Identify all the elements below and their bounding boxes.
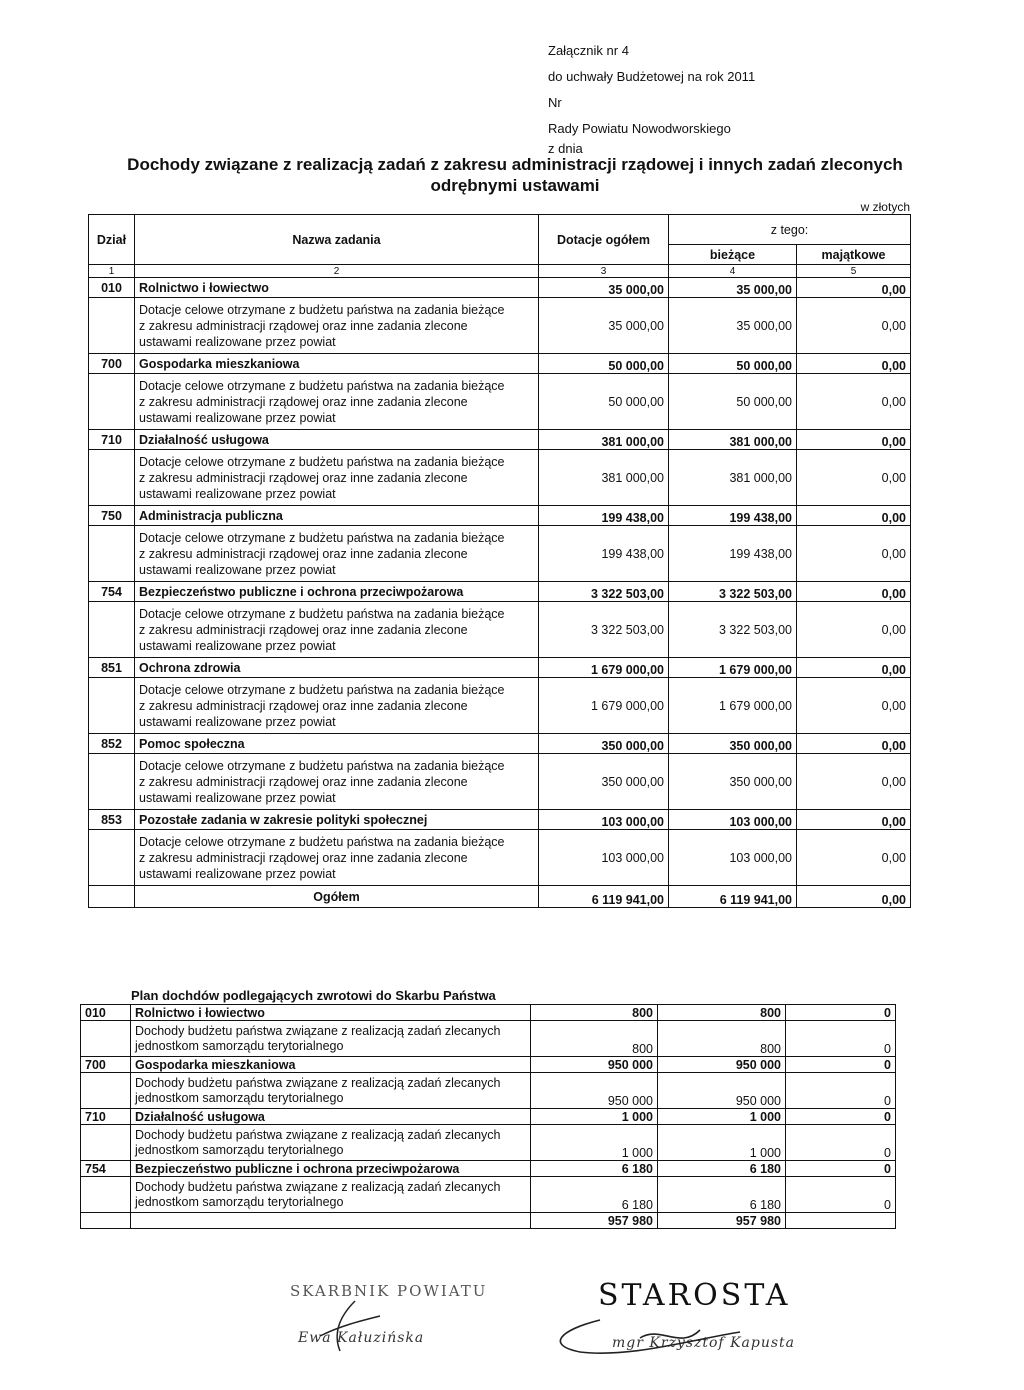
item-row: [89, 298, 911, 354]
section-name: Administracja publiczna: [135, 506, 539, 526]
annex-header: [548, 38, 755, 162]
plan-section-row: [81, 1109, 896, 1125]
item-code-cell: [89, 526, 135, 582]
item-current: 3 322 503,00: [669, 602, 797, 658]
item-description: [135, 298, 539, 354]
section-capital: 0,00: [797, 506, 911, 526]
resolution-number: Nr: [548, 95, 562, 110]
item-description: [135, 450, 539, 506]
plan-section-current: 800: [658, 1005, 786, 1021]
item-description-line: ustawami realizowane przez powiat: [139, 790, 336, 805]
header-task-name: Nazwa zadania: [135, 215, 539, 265]
item-description-line: ustawami realizowane przez powiat: [139, 714, 336, 729]
plan-item-total: 1 000: [531, 1125, 658, 1161]
section-row: [89, 430, 911, 450]
plan-item-description-line: jednostkom samorządu terytorialnego: [135, 1090, 344, 1105]
section-current: 50 000,00: [669, 354, 797, 374]
plan-total-current: 957 980: [658, 1213, 786, 1229]
section-current: 35 000,00: [669, 278, 797, 298]
plan-item-description-line: Dochody budżetu państwa związane z realizacją zadań zlecanych: [135, 1075, 501, 1090]
plan-section-code: 754: [81, 1161, 131, 1177]
item-row: [89, 450, 911, 506]
section-current: 3 322 503,00: [669, 582, 797, 602]
annex-number: Załącznik nr 4: [548, 43, 629, 58]
plan-section-capital: 0: [786, 1161, 896, 1177]
item-description-line: z zakresu administracji rządowej oraz inne zadania zlecone: [139, 394, 468, 409]
item-capital: 0,00: [797, 526, 911, 582]
header-total: Dotacje ogółem: [539, 215, 669, 265]
item-description: [135, 678, 539, 734]
section-total: 35 000,00: [539, 278, 669, 298]
plan-item-description: [131, 1125, 531, 1161]
plan-item-description-line: Dochody budżetu państwa związane z realizacją zadań zlecanych: [135, 1179, 501, 1194]
item-description-line: z zakresu administracji rządowej oraz inne zadania zlecone: [139, 774, 468, 789]
section-code: 010: [89, 278, 135, 298]
item-row: [89, 374, 911, 430]
header-current: bieżące: [669, 245, 797, 265]
section-total: 350 000,00: [539, 734, 669, 754]
plan-item-current: 1 000: [658, 1125, 786, 1161]
grand-total: 6 119 941,00: [539, 886, 669, 908]
item-capital: 0,00: [797, 678, 911, 734]
item-code-cell: [89, 678, 135, 734]
item-row: [89, 602, 911, 658]
section-row: [89, 278, 911, 298]
treasurer-stamp: SKARBNIK POWIATU: [290, 1282, 488, 1300]
plan-item-code-cell: [81, 1177, 131, 1213]
item-total: 381 000,00: [539, 450, 669, 506]
item-description-line: z zakresu administracji rządowej oraz inne zadania zlecone: [139, 318, 468, 333]
section-name: Gospodarka mieszkaniowa: [135, 354, 539, 374]
resolution-line: do uchwały Budżetowej na rok 2011: [548, 69, 756, 84]
item-capital: 0,00: [797, 450, 911, 506]
item-description: [135, 602, 539, 658]
section-capital: 0,00: [797, 658, 911, 678]
plan-section-code: 710: [81, 1109, 131, 1125]
item-description-line: ustawami realizowane przez powiat: [139, 562, 336, 577]
item-description-line: ustawami realizowane przez powiat: [139, 638, 336, 653]
item-description-line: Dotacje celowe otrzymane z budżetu państwa na zadania bieżące: [139, 302, 505, 317]
page-title: [100, 154, 930, 196]
plan-section-total: 800: [531, 1005, 658, 1021]
plan-section-name: Gospodarka mieszkaniowa: [131, 1057, 531, 1073]
plan-section-current: 6 180: [658, 1161, 786, 1177]
plan-total-empty: [131, 1213, 531, 1229]
item-total: 103 000,00: [539, 830, 669, 886]
item-capital: 0,00: [797, 754, 911, 810]
section-name: Działalność usługowa: [135, 430, 539, 450]
plan-item-description-line: Dochody budżetu państwa związane z realizacją zadań zlecanych: [135, 1023, 501, 1038]
item-row: [89, 754, 911, 810]
item-current: 1 679 000,00: [669, 678, 797, 734]
plan-section-capital: 0: [786, 1005, 896, 1021]
plan-item-description: [131, 1073, 531, 1109]
currency-unit: w złotych: [860, 200, 910, 214]
column-number-row: [89, 265, 911, 278]
section-code: 710: [89, 430, 135, 450]
section-total: 381 000,00: [539, 430, 669, 450]
plan-item-code-cell: [81, 1021, 131, 1057]
section-name: Pozostałe zadania w zakresie polityki społecznej: [135, 810, 539, 830]
item-description-line: z zakresu administracji rządowej oraz inne zadania zlecone: [139, 470, 468, 485]
section-code: 750: [89, 506, 135, 526]
grand-total-empty: [89, 886, 135, 908]
item-code-cell: [89, 602, 135, 658]
item-code-cell: [89, 830, 135, 886]
plan-total-row: [81, 1213, 896, 1229]
plan-item-row: [81, 1073, 896, 1109]
plan-section-current: 950 000: [658, 1057, 786, 1073]
item-description-line: Dotacje celowe otrzymane z budżetu państwa na zadania bieżące: [139, 834, 505, 849]
plan-item-capital: 0: [786, 1177, 896, 1213]
item-description-line: Dotacje celowe otrzymane z budżetu państwa na zadania bieżące: [139, 378, 505, 393]
plan-item-current: 800: [658, 1021, 786, 1057]
header-section: Dział: [89, 215, 135, 265]
item-description-line: ustawami realizowane przez powiat: [139, 334, 336, 349]
plan-section-code: 700: [81, 1057, 131, 1073]
resolution-date: z dnia: [548, 141, 583, 156]
item-description-line: Dotacje celowe otrzymane z budżetu państwa na zadania bieżące: [139, 606, 505, 621]
section-row: [89, 810, 911, 830]
section-total: 103 000,00: [539, 810, 669, 830]
item-current: 199 438,00: [669, 526, 797, 582]
section-code: 852: [89, 734, 135, 754]
item-description: [135, 830, 539, 886]
item-capital: 0,00: [797, 298, 911, 354]
section-current: 103 000,00: [669, 810, 797, 830]
plan-item-capital: 0: [786, 1021, 896, 1057]
item-total: 199 438,00: [539, 526, 669, 582]
item-total: 3 322 503,00: [539, 602, 669, 658]
plan-item-description-line: jednostkom samorządu terytorialnego: [135, 1142, 344, 1157]
section-row: [89, 734, 911, 754]
plan-section-row: [81, 1005, 896, 1021]
col-number: 2: [135, 265, 539, 278]
item-capital: 0,00: [797, 602, 911, 658]
section-current: 199 438,00: [669, 506, 797, 526]
section-name: Ochrona zdrowia: [135, 658, 539, 678]
item-description-line: z zakresu administracji rządowej oraz inne zadania zlecone: [139, 850, 468, 865]
section-row: [89, 658, 911, 678]
plan-section-code: 010: [81, 1005, 131, 1021]
plan-section-capital: 0: [786, 1109, 896, 1125]
item-code-cell: [89, 754, 135, 810]
plan-item-description: [131, 1177, 531, 1213]
item-description-line: ustawami realizowane przez powiat: [139, 410, 336, 425]
item-row: [89, 526, 911, 582]
item-capital: 0,00: [797, 830, 911, 886]
col-number: 4: [669, 265, 797, 278]
section-current: 1 679 000,00: [669, 658, 797, 678]
plan-item-total: 950 000: [531, 1073, 658, 1109]
section-total: 50 000,00: [539, 354, 669, 374]
table-header-row: [89, 215, 911, 245]
grand-total-label: Ogółem: [135, 886, 539, 908]
page-title-line-1: Dochody związane z realizacją zadań z zakresu administracji rządowej i innych zadań zleconych: [127, 155, 903, 174]
section-capital: 0,00: [797, 278, 911, 298]
plan-item-row: [81, 1177, 896, 1213]
refund-plan-table: [80, 1004, 896, 1229]
item-total: 50 000,00: [539, 374, 669, 430]
item-description-line: Dotacje celowe otrzymane z budżetu państwa na zadania bieżące: [139, 454, 505, 469]
plan-item-description: [131, 1021, 531, 1057]
plan-section-name: Bezpieczeństwo publiczne i ochrona przeciwpożarowa: [131, 1161, 531, 1177]
section-name: Rolnictwo i łowiectwo: [135, 278, 539, 298]
item-description: [135, 754, 539, 810]
item-description-line: z zakresu administracji rządowej oraz inne zadania zlecone: [139, 622, 468, 637]
item-description-line: z zakresu administracji rządowej oraz inne zadania zlecone: [139, 546, 468, 561]
item-description: [135, 526, 539, 582]
section-capital: 0,00: [797, 582, 911, 602]
section-current: 381 000,00: [669, 430, 797, 450]
plan-item-description-line: jednostkom samorządu terytorialnego: [135, 1194, 344, 1209]
item-description-line: Dotacje celowe otrzymane z budżetu państwa na zadania bieżące: [139, 758, 505, 773]
col-number: 1: [89, 265, 135, 278]
refund-plan-title: Plan dochdów podlegających zwrotowi do Skarbu Państwa: [131, 988, 496, 1003]
plan-item-current: 950 000: [658, 1073, 786, 1109]
item-current: 103 000,00: [669, 830, 797, 886]
item-code-cell: [89, 298, 135, 354]
header-capital: majątkowe: [797, 245, 911, 265]
section-code: 754: [89, 582, 135, 602]
treasurer-signature-scribble: [300, 1296, 390, 1356]
plan-item-row: [81, 1125, 896, 1161]
section-total: 199 438,00: [539, 506, 669, 526]
plan-item-row: [81, 1021, 896, 1057]
plan-section-total: 950 000: [531, 1057, 658, 1073]
col-number: 5: [797, 265, 911, 278]
plan-item-description-line: Dochody budżetu państwa związane z realizacją zadań zlecanych: [135, 1127, 501, 1142]
item-current: 50 000,00: [669, 374, 797, 430]
item-capital: 0,00: [797, 374, 911, 430]
starosta-signature: mgr Krzysztof Kapusta: [612, 1335, 796, 1351]
section-row: [89, 354, 911, 374]
item-total: 350 000,00: [539, 754, 669, 810]
item-current: 381 000,00: [669, 450, 797, 506]
item-total: 1 679 000,00: [539, 678, 669, 734]
item-total: 35 000,00: [539, 298, 669, 354]
council-name: Rady Powiatu Nowodworskiego: [548, 121, 731, 136]
item-description-line: ustawami realizowane przez powiat: [139, 486, 336, 501]
section-row: [89, 582, 911, 602]
header-of-which: z tego:: [669, 215, 911, 245]
revenue-table: [88, 214, 911, 908]
item-code-cell: [89, 374, 135, 430]
section-total: 3 322 503,00: [539, 582, 669, 602]
section-name: Pomoc społeczna: [135, 734, 539, 754]
plan-section-row: [81, 1057, 896, 1073]
item-row: [89, 830, 911, 886]
item-description-line: z zakresu administracji rządowej oraz inne zadania zlecone: [139, 698, 468, 713]
plan-item-capital: 0: [786, 1125, 896, 1161]
plan-total-empty: [786, 1213, 896, 1229]
item-description-line: Dotacje celowe otrzymane z budżetu państwa na zadania bieżące: [139, 682, 505, 697]
plan-item-capital: 0: [786, 1073, 896, 1109]
section-capital: 0,00: [797, 734, 911, 754]
plan-section-total: 6 180: [531, 1161, 658, 1177]
plan-section-capital: 0: [786, 1057, 896, 1073]
plan-total-empty: [81, 1213, 131, 1229]
item-description: [135, 374, 539, 430]
plan-item-code-cell: [81, 1073, 131, 1109]
item-description-line: Dotacje celowe otrzymane z budżetu państwa na zadania bieżące: [139, 530, 505, 545]
section-capital: 0,00: [797, 430, 911, 450]
grand-total-current: 6 119 941,00: [669, 886, 797, 908]
section-name: Bezpieczeństwo publiczne i ochrona przeciwpożarowa: [135, 582, 539, 602]
plan-item-total: 800: [531, 1021, 658, 1057]
plan-section-name: Działalność usługowa: [131, 1109, 531, 1125]
col-number: 3: [539, 265, 669, 278]
item-current: 35 000,00: [669, 298, 797, 354]
section-code: 851: [89, 658, 135, 678]
treasurer-signature: Ewa Kałuzińska: [298, 1330, 425, 1346]
grand-total-row: [89, 886, 911, 908]
plan-section-current: 1 000: [658, 1109, 786, 1125]
plan-item-code-cell: [81, 1125, 131, 1161]
plan-total: 957 980: [531, 1213, 658, 1229]
starosta-stamp: STAROSTA: [598, 1278, 791, 1313]
item-description-line: ustawami realizowane przez powiat: [139, 866, 336, 881]
plan-item-description-line: jednostkom samorządu terytorialnego: [135, 1038, 344, 1053]
section-capital: 0,00: [797, 354, 911, 374]
section-current: 350 000,00: [669, 734, 797, 754]
item-current: 350 000,00: [669, 754, 797, 810]
plan-section-name: Rolnictwo i łowiectwo: [131, 1005, 531, 1021]
section-code: 853: [89, 810, 135, 830]
page-title-line-2: odrębnymi ustawami: [430, 176, 600, 195]
plan-item-total: 6 180: [531, 1177, 658, 1213]
section-code: 700: [89, 354, 135, 374]
plan-section-row: [81, 1161, 896, 1177]
plan-item-current: 6 180: [658, 1177, 786, 1213]
section-total: 1 679 000,00: [539, 658, 669, 678]
grand-total-capital: 0,00: [797, 886, 911, 908]
plan-section-total: 1 000: [531, 1109, 658, 1125]
section-row: [89, 506, 911, 526]
item-code-cell: [89, 450, 135, 506]
section-capital: 0,00: [797, 810, 911, 830]
item-row: [89, 678, 911, 734]
